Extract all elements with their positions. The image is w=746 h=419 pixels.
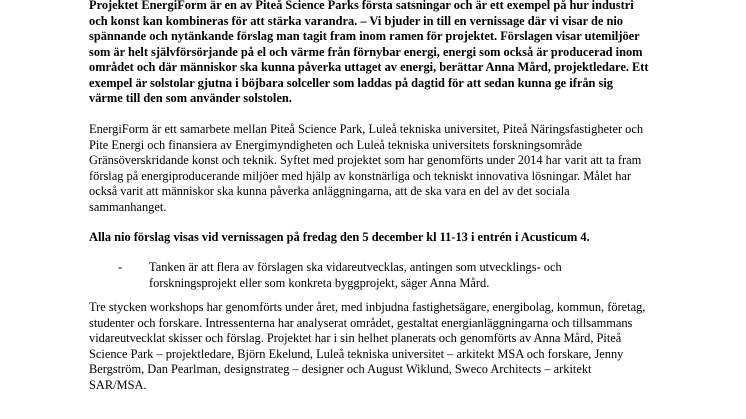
intro-bold-paragraph: Projektet EnergiForm är en av Piteå Science Parks första satsningar och är ett exempel på hur industri och konst kan kombineras för att stärka varandra. – Vi bjuder in till en vernissage där vi visar de nio spännande och nytänkande förslag man tagit fram inom ramen för projektet. Förslagen visar utemiljöer som är helt självförsörjande på el och värme från förnybar energi, energi som också är producerad inom området och där människor ska kunna påverka uttaget av energi, berättar Anna Mård, projektledare. Ett exempel är solstolar gjutna i böjbara solceller som laddas på dagtid för att sedan kunna ge ifrån sig värme till den som använder solstolen. — [89, 0, 649, 105]
body-paragraph-collaboration: EnergiForm är ett samarbete mellan Piteå Science Park, Luleå tekniska universitet, Piteå Näringsfastigheter och Pite Energi och finansiera av Energimyndigheten och Luleå tekniska universitets forskningsområde Gränsöverskridande konst och teknik. Syftet med projektet som har genomförts under 2014 har varit att ta fram förslag på energiproducerande miljöer med hjälp av konstnärliga och tekniskt innovativa lösningar. Målet har också varit att människor ska kunna påverka anläggningarna, att de ska vara en del av det sociala sammanhanget. — [89, 122, 644, 214]
bullet-item — [89, 260, 649, 291]
bullet-quote-text: Tanken är att flera av förslagen ska vidareutvecklas, antingen som utvecklings- och forskningsprojekt eller som konkreta byggprojekt, säger Anna Mård. — [149, 260, 562, 290]
vernissage-announcement: Alla nio förslag visas vid vernissagen på fredag den 5 december kl 11-13 i entrén i Acusticum 4. — [89, 230, 590, 244]
body-paragraph-workshops: Tre stycken workshops har genomförts under året, med inbjudna fastighetsägare, energibolag, kommun, företag, studenter och forskare. Intressenterna har analyserat området, gestaltat energianläggningarna och tillsammans vidareutvecklat skisser och förslag. Projektet har i sin helhet planerats och genomförts av Anna Mård, Piteå Science Park – projektledare, Björn Ekelund, Luleå tekniska universitet – arkitekt MSA och forskare, Jenny Bergström, Dan Pearlman, designstrateg – designer och August Wiklund, Sweco Architects – arkitekt SAR/MSA. — [89, 300, 646, 392]
bullet-dash: - — [118, 260, 123, 274]
